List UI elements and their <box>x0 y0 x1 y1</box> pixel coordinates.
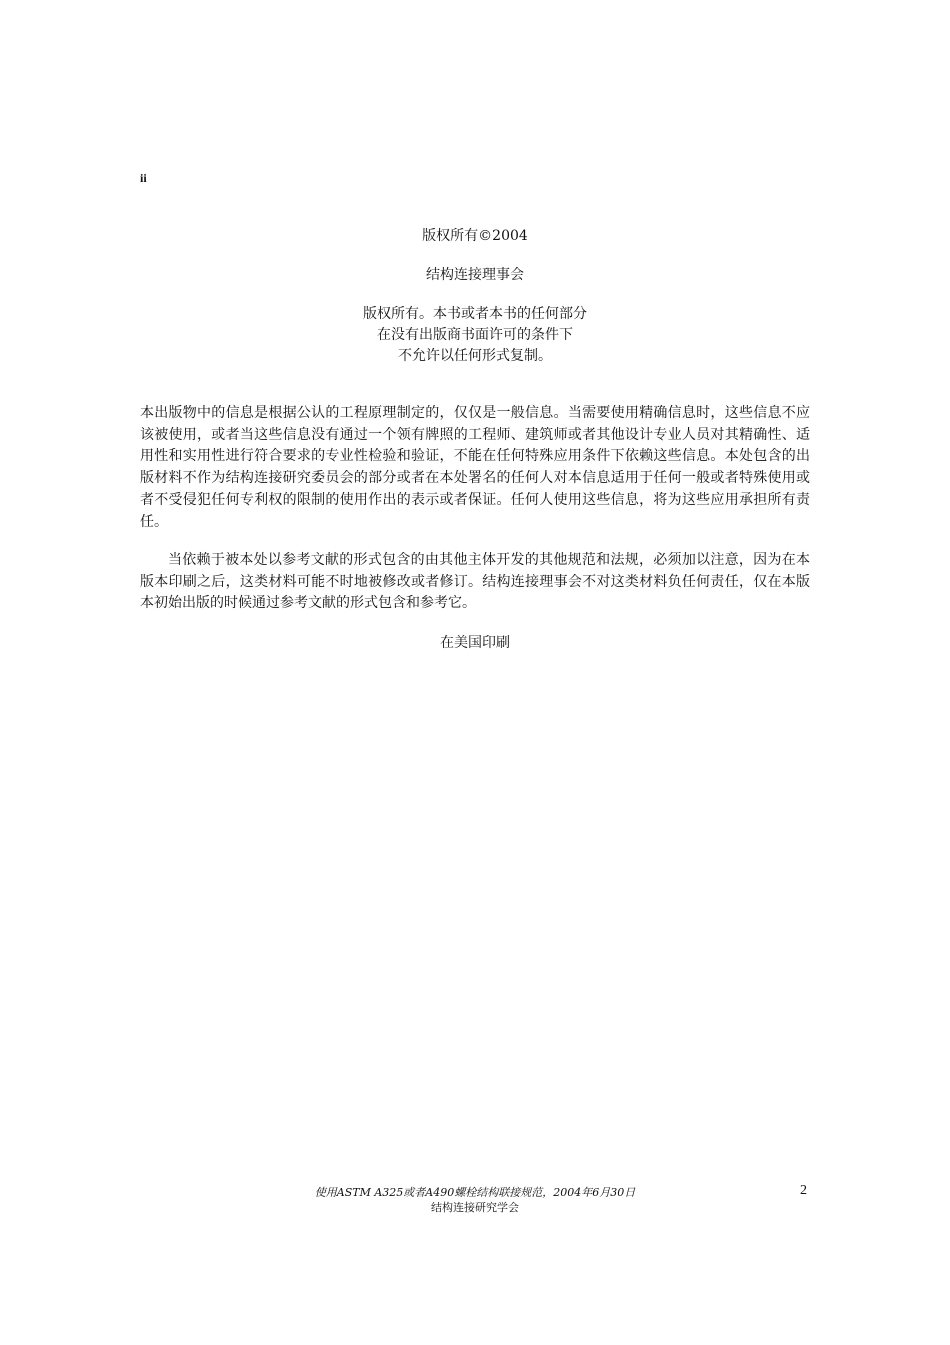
organization-line: 结构连接理事会 <box>426 267 524 283</box>
rights-line: 在没有出版商书面许可的条件下 <box>377 327 573 343</box>
page-number: 2 <box>800 1183 807 1198</box>
footer-title: 使用ASTM A325或者A490螺栓结构联接规范，2004年6月30日 <box>314 1186 636 1199</box>
printed-in-line: 在美国印刷 <box>440 635 510 651</box>
copyright-line: 版权所有©2004 <box>422 228 528 244</box>
reference-paragraph: 当依赖于被本处以参考文献的形式包含的由其他主体开发的其他规范和法规，必须加以注意，因为在本版本印刷之后，这类材料可能不时地被修改或者修订。结构连接理事会不对这类材料负任何责任，仅在本版本初始出版的时候通过参考文献的形式包含和参考它。 <box>140 552 810 612</box>
rights-notice <box>140 304 810 367</box>
footer-organization: 结构连接研究学会 <box>431 1201 519 1214</box>
rights-line: 不允许以任何形式复制。 <box>398 348 552 364</box>
page-roman-number: ii <box>140 171 147 185</box>
disclaimer-paragraph: 本出版物中的信息是根据公认的工程原理制定的，仅仅是一般信息。当需要使用精确信息时，这些信息不应该被使用，或者当这些信息没有通过一个领有牌照的工程师、建筑师或者其他设计专业人员对其精确性、适用性和实用性进行符合要求的专业性检验和验证，不能在任何特殊应用条件下依赖这些信息。本处包含的出版材料不作为结构连接研究委员会的部分或者在本处署名的任何人对本信息适用于任何一般或者特殊使用或者不受侵犯任何专利权的限制的使用作出的表示或者保证。任何人使用这些信息，将为这些应用承担所有责任。 <box>140 405 810 530</box>
rights-line: 版权所有。本书或者本书的任何部分 <box>363 306 587 322</box>
